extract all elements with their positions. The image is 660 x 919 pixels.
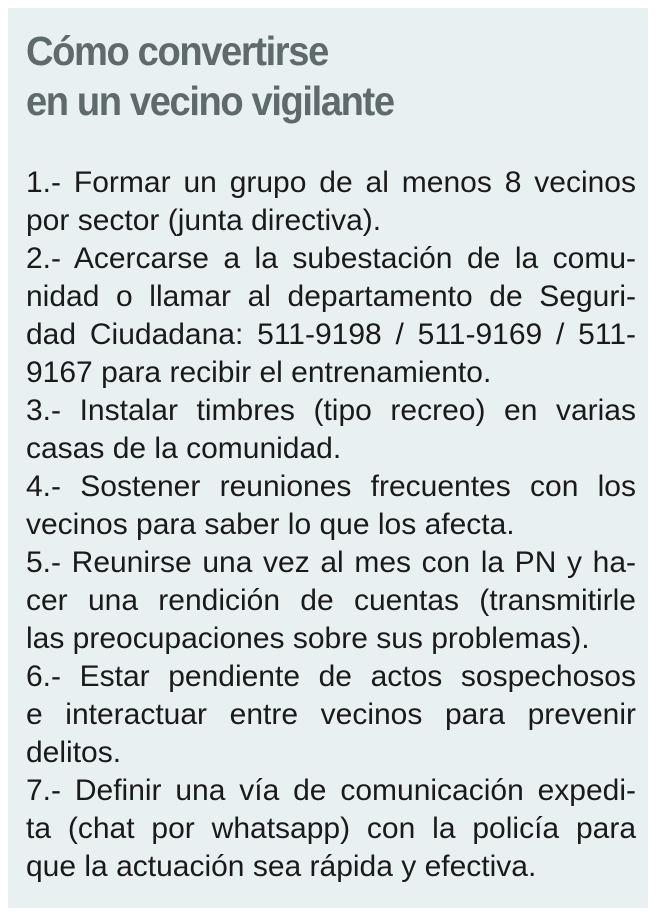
step-line: 7.- Definir una vía de comunicación expedi- xyxy=(26,774,636,807)
step-line: ta (chat por whatsapp) con la policía para xyxy=(26,812,636,845)
step-5 xyxy=(26,544,636,658)
info-box xyxy=(8,8,648,908)
step-line: 6.- Estar pendiente de actos sospechosos xyxy=(26,660,636,693)
step-1 xyxy=(26,164,636,240)
step-3 xyxy=(26,392,636,468)
step-line: cer una rendición de cuentas (transmitirle xyxy=(26,584,636,617)
title-line-1: Cómo convertirse xyxy=(26,28,328,74)
step-line: que la actuación sea rápida y efectiva. xyxy=(26,850,537,883)
steps-list xyxy=(26,164,636,886)
step-line: 2.- Acercarse a la subestación de la comu- xyxy=(26,242,636,275)
step-line: las preocupaciones sobre sus problemas). xyxy=(26,622,590,655)
step-line: por sector (junta directiva). xyxy=(26,204,382,237)
step-2 xyxy=(26,240,636,392)
step-line: nidad o llamar al departamento de Seguri- xyxy=(26,280,636,313)
step-7 xyxy=(26,772,636,886)
step-4 xyxy=(26,468,636,544)
box-title xyxy=(26,26,394,126)
step-line: vecinos para saber lo que los afecta. xyxy=(26,508,515,541)
step-line: 9167 para recibir el entrenamiento. xyxy=(26,356,492,389)
step-line: 3.- Instalar timbres (tipo recreo) en varias xyxy=(26,394,636,427)
step-line: 1.- Formar un grupo de al menos 8 vecinos xyxy=(26,166,636,199)
step-6 xyxy=(26,658,636,772)
step-line: dad Ciudadana: 511-9198 / 511-9169 / 511- xyxy=(26,318,636,351)
title-line-2: en un vecino vigilante xyxy=(26,78,394,124)
step-line: e interactuar entre vecinos para prevenir xyxy=(26,698,636,731)
step-line: delitos. xyxy=(26,736,122,769)
step-line: 4.- Sostener reuniones frecuentes con los xyxy=(26,470,636,503)
step-line: casas de la comunidad. xyxy=(26,432,342,465)
step-line: 5.- Reunirse una vez al mes con la PN y ha- xyxy=(26,546,636,579)
